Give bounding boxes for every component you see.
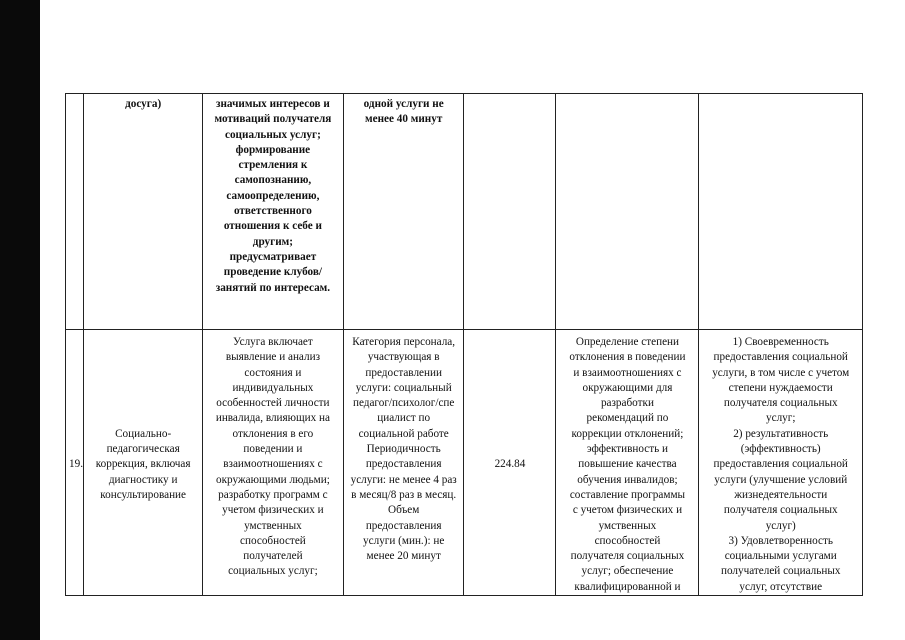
text-line: Категория персонала,	[352, 336, 456, 348]
text-line: услуг, отсутствие	[739, 580, 823, 593]
cell-service-terms	[343, 94, 464, 330]
text-line: способностей	[240, 534, 306, 547]
cell-service-terms	[343, 330, 464, 596]
service-content-text	[206, 97, 340, 296]
text-line: мотиваций получателя	[214, 113, 332, 126]
tariff-value: 224.84	[494, 458, 526, 471]
text-line: получателя социальных	[570, 550, 685, 563]
text-line: в месяц/8 раз в месяц.	[351, 488, 457, 501]
text-line: педагог/психолог/спе	[352, 397, 455, 410]
text-line: рекомендаций по	[586, 412, 669, 425]
text-line: отклонения в поведении	[569, 351, 686, 364]
text-line: поведении и	[243, 443, 303, 456]
text-line: 1) Своевременность	[732, 336, 829, 348]
text-line: значимых интересов и	[215, 98, 330, 110]
text-line: Периодичность	[366, 443, 441, 456]
text-line: разработки	[600, 397, 654, 410]
text-line: занятий по интересам.	[215, 281, 331, 294]
cell-indicators	[699, 330, 863, 596]
cell-standards	[556, 330, 699, 596]
text-line: 2) результативность	[733, 427, 829, 440]
text-line: стремления к	[238, 159, 308, 172]
cell-service-content	[202, 94, 343, 330]
text-line: получателей	[243, 550, 303, 563]
text-line: предоставлении	[365, 366, 442, 379]
text-line: умственных	[598, 519, 657, 532]
text-line: участвующая в	[367, 351, 440, 364]
text-line: проведение клубов/	[223, 266, 322, 279]
text-line: окружающими людьми;	[216, 473, 330, 486]
service-terms-text	[347, 97, 461, 128]
row-number: 19.	[69, 458, 83, 471]
text-line: получателя социальных	[723, 504, 838, 517]
cell-service-content	[202, 330, 343, 596]
text-line: Определение степени	[575, 336, 680, 348]
text-line: ответственного	[233, 205, 312, 218]
cell-service-name-tail	[84, 94, 203, 330]
text-line: выявление и анализ	[225, 351, 320, 364]
scan-dark-edge	[0, 0, 40, 640]
text-line: другим;	[252, 235, 293, 248]
cell-tariff	[464, 330, 556, 596]
text-line: получателей социальных	[720, 565, 841, 578]
cell-number-empty	[66, 94, 84, 330]
text-line: составление программы	[569, 488, 686, 501]
text-line: предоставления социальной	[713, 458, 848, 471]
text-line: степени нуждаемости	[728, 381, 833, 394]
text-line: социальных услуг;	[225, 128, 321, 141]
text-line: жизнедеятельности	[734, 488, 828, 501]
text-line: услуг; обеспечение	[581, 565, 674, 578]
text-line: окружающими для	[582, 381, 673, 394]
text-line: услуги: социальный	[355, 381, 452, 394]
service-name-text	[87, 427, 199, 503]
text-line: циалист по	[377, 412, 431, 425]
service-terms-text	[347, 335, 461, 564]
service-content-text	[206, 335, 340, 580]
text-line: индивидуальных	[232, 381, 314, 394]
text-line: и взаимоотношениях с	[573, 366, 682, 379]
text-line: состояния и	[244, 366, 302, 379]
text-line: коррекции отклонений;	[571, 427, 684, 440]
text-line: разработку программ с	[218, 488, 328, 501]
text-line: квалифицированной и	[574, 580, 681, 593]
text-line: с учетом физических и	[572, 504, 683, 517]
quality-standards-text	[559, 335, 695, 595]
text-line: одной услуги не	[363, 98, 444, 110]
text-line: учетом физических и	[222, 504, 324, 517]
text-line: коррекция, включая	[95, 458, 191, 471]
text-line: услуги: не менее 4 раз	[350, 473, 457, 486]
text-line: обучения инвалидов;	[577, 473, 678, 486]
text-line: услуг)	[765, 519, 796, 532]
text-line: повышение качества	[578, 458, 677, 471]
service-name-tail: досуга)	[125, 98, 162, 110]
cell-indicators-empty	[699, 94, 863, 330]
quality-indicators-text	[702, 335, 859, 595]
text-line: Услуга включает	[233, 336, 313, 348]
text-line: предоставления	[365, 519, 442, 532]
text-line: умственных	[244, 519, 302, 532]
text-line: педагогическая	[106, 443, 180, 456]
text-line: самопознанию,	[234, 174, 312, 187]
table-row-continued	[66, 94, 863, 330]
cell-tariff-empty	[464, 94, 556, 330]
text-line: предусматривает	[229, 250, 317, 263]
text-line: предоставления	[365, 458, 442, 471]
text-line: предоставления социальной	[713, 351, 848, 364]
text-line: отклонения в его	[232, 427, 314, 440]
services-table	[65, 93, 863, 596]
cell-standards-empty	[556, 94, 699, 330]
text-line: инвалида, влияющих на	[215, 412, 330, 425]
text-line: взаимоотношениях с	[223, 458, 323, 471]
text-line: Объем	[388, 504, 420, 517]
text-line: отношения к себе и	[223, 220, 322, 233]
table-row-19	[66, 330, 863, 596]
cell-service-name	[84, 330, 203, 596]
cell-number	[66, 330, 84, 596]
text-line: (эффективность)	[740, 443, 821, 456]
text-line: социальных услуг;	[228, 565, 318, 578]
text-line: способностей	[594, 534, 661, 547]
text-line: социальной работе	[358, 427, 449, 440]
text-line: услуги (мин.): не	[363, 534, 445, 547]
text-line: услуг;	[766, 412, 796, 425]
text-line: диагностику и	[108, 473, 178, 486]
text-line: особенностей личности	[216, 397, 330, 410]
text-line: менее 40 минут	[365, 113, 443, 126]
text-line: 3) Удовлетворенность	[728, 534, 833, 547]
text-line: Социально-	[115, 427, 172, 440]
text-line: консультирование	[100, 488, 187, 501]
text-line: формирование	[235, 143, 311, 156]
text-line: самоопределению,	[226, 189, 320, 202]
text-line: социальными услугами	[724, 550, 837, 563]
text-line: услуги, в том числе с учетом	[712, 366, 850, 379]
text-line: эффективность и	[586, 443, 669, 456]
text-line: получателя социальных	[723, 397, 838, 410]
text-line: менее 20 минут	[366, 550, 441, 563]
text-line: услуги (улучшение условий	[714, 473, 848, 486]
